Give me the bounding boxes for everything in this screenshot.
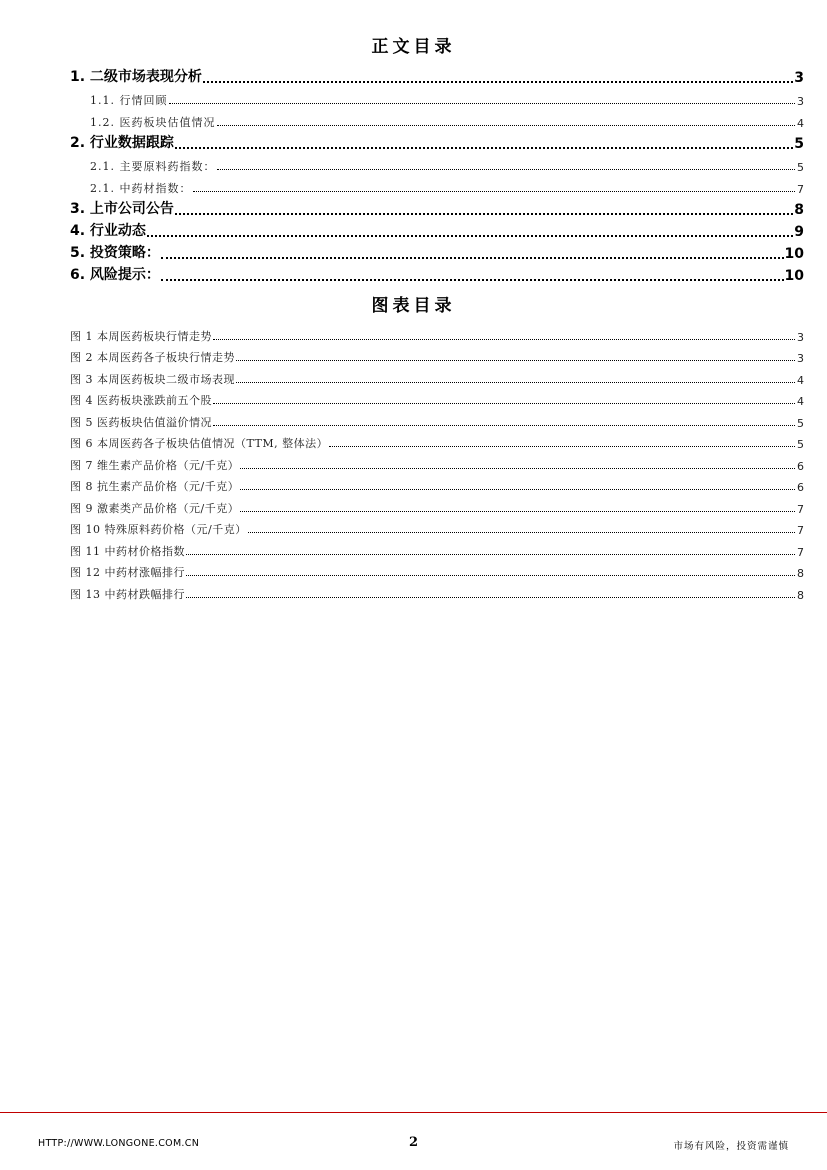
toc-entry-label: 6. 风险提示： [70, 267, 160, 283]
figure-entry-label: 图 1 本周医药板块行情走势 [70, 329, 212, 343]
toc-list [70, 64, 804, 284]
figure-entry-page: 5 [797, 416, 804, 430]
figure-entry[interactable] [70, 473, 804, 495]
figure-entry-page: 6 [797, 459, 804, 473]
dot-leader [186, 597, 795, 599]
toc-entry-page: 5 [797, 161, 804, 174]
toc-entry-label: 2.1. 主要原料药指数： [90, 160, 216, 173]
toc-entry-page: 5 [794, 136, 804, 152]
figure-entry[interactable] [70, 537, 804, 559]
toc-entry[interactable] [70, 196, 804, 218]
footer-disclaimer: 市场有风险，投资需谨慎 [673, 1141, 789, 1152]
toc-entry-page: 8 [794, 202, 804, 218]
page-number: 2 [408, 1135, 419, 1150]
figure-entry-label: 图 9 激素类产品价格（元/千克） [70, 501, 240, 515]
figure-entry[interactable] [70, 408, 804, 430]
toc-entry[interactable] [70, 130, 804, 152]
toc-entry-label: 5. 投资策略： [70, 245, 160, 261]
dot-leader [193, 191, 796, 193]
toc-entry-label: 3. 上市公司公告 [70, 201, 174, 217]
figure-entry[interactable] [70, 322, 804, 344]
toc-entry-label: 1. 二级市场表现分析 [70, 69, 202, 85]
figure-entry-page: 7 [797, 545, 804, 559]
dot-leader [186, 554, 795, 556]
dot-leader [217, 125, 796, 127]
figure-entry-page: 4 [797, 395, 804, 408]
toc-entry-label: 1.2. 医药板块估值情况 [90, 116, 216, 129]
figure-entry-page: 5 [797, 438, 804, 451]
toc-entry[interactable] [70, 174, 804, 196]
dot-leader [213, 425, 795, 427]
figure-entry-label: 图 7 维生素产品价格（元/千克） [70, 458, 240, 472]
toc-entry-page: 10 [784, 246, 804, 262]
dot-leader [161, 279, 784, 281]
figures-list [70, 322, 804, 602]
toc-entry-page: 7 [797, 183, 804, 196]
toc-entry[interactable] [70, 240, 804, 262]
toc-entry-label: 2.1. 中药材指数： [90, 182, 192, 195]
figure-entry-page: 6 [797, 481, 804, 494]
figure-entry-page: 8 [797, 567, 804, 580]
figure-entry[interactable] [70, 365, 804, 387]
dot-leader [329, 446, 795, 448]
figure-entry-label: 图 12 中药材涨幅排行 [70, 566, 185, 579]
figure-entry[interactable] [70, 451, 804, 473]
dot-leader [240, 511, 795, 513]
dot-leader [175, 147, 793, 149]
dot-leader [217, 169, 796, 171]
figure-entry[interactable] [70, 494, 804, 516]
toc-entry[interactable] [70, 262, 804, 284]
figure-entry-page: 4 [797, 373, 804, 387]
dot-leader [213, 339, 795, 341]
toc-entry-label: 2. 行业数据跟踪 [70, 135, 174, 151]
toc-entry[interactable] [70, 152, 804, 174]
dot-leader [236, 360, 795, 362]
toc-entry-label: 4. 行业动态 [70, 223, 146, 239]
figure-entry-label: 图 2 本周医药各子板块行情走势 [70, 351, 235, 364]
toc-entry[interactable] [70, 64, 804, 86]
dot-leader [186, 575, 795, 577]
toc-entry-page: 3 [797, 95, 804, 108]
toc-entry-page: 10 [784, 268, 804, 284]
footer-url[interactable]: HTTP://WWW.LONGONE.COM.CN [38, 1138, 200, 1149]
figure-entry[interactable] [70, 344, 804, 366]
toc-entry-label: 1.1. 行情回顾 [90, 94, 168, 107]
dot-leader [240, 489, 795, 491]
dot-leader [236, 382, 795, 384]
figure-entry-label: 图 8 抗生素产品价格（元/千克） [70, 480, 240, 493]
figure-entry-label: 图 13 中药材跌幅排行 [70, 587, 185, 601]
figure-entry[interactable] [70, 430, 804, 452]
figure-entry-label: 图 11 中药材价格指数 [70, 544, 185, 558]
figure-entry-label: 图 5 医药板块估值溢价情况 [70, 415, 212, 429]
dot-leader [248, 532, 795, 534]
figure-entry[interactable] [70, 516, 804, 538]
figure-entry-label: 图 4 医药板块涨跌前五个股 [70, 394, 212, 407]
dot-leader [213, 403, 795, 405]
figure-entry-page: 8 [797, 588, 804, 602]
dot-leader [169, 103, 796, 105]
toc-entry-page: 9 [794, 224, 804, 240]
figure-entry[interactable] [70, 580, 804, 602]
figure-entry-page: 3 [797, 330, 804, 344]
dot-leader [240, 468, 795, 470]
dot-leader [147, 235, 793, 237]
dot-leader [161, 257, 784, 259]
toc-title: 正文目录 [371, 37, 456, 57]
toc-entry[interactable] [70, 218, 804, 240]
figure-entry[interactable] [70, 559, 804, 581]
figure-entry[interactable] [70, 387, 804, 409]
figures-title: 图表目录 [371, 296, 456, 316]
figure-entry-page: 7 [797, 502, 804, 516]
figure-entry-label: 图 6 本周医药各子板块估值情况（TTM, 整体法） [70, 437, 329, 450]
dot-leader [203, 81, 793, 83]
figure-entry-page: 3 [797, 352, 804, 365]
toc-entry[interactable] [70, 86, 804, 108]
figure-entry-label: 图 10 特殊原料药价格（元/千克） [70, 523, 247, 536]
figure-entry-label: 图 3 本周医药板块二级市场表现 [70, 372, 235, 386]
toc-entry-page: 4 [797, 117, 804, 130]
dot-leader [175, 213, 793, 215]
footer-rule [0, 1112, 827, 1113]
figure-entry-page: 7 [797, 524, 804, 537]
toc-entry[interactable] [70, 108, 804, 130]
toc-entry-page: 3 [794, 70, 804, 86]
